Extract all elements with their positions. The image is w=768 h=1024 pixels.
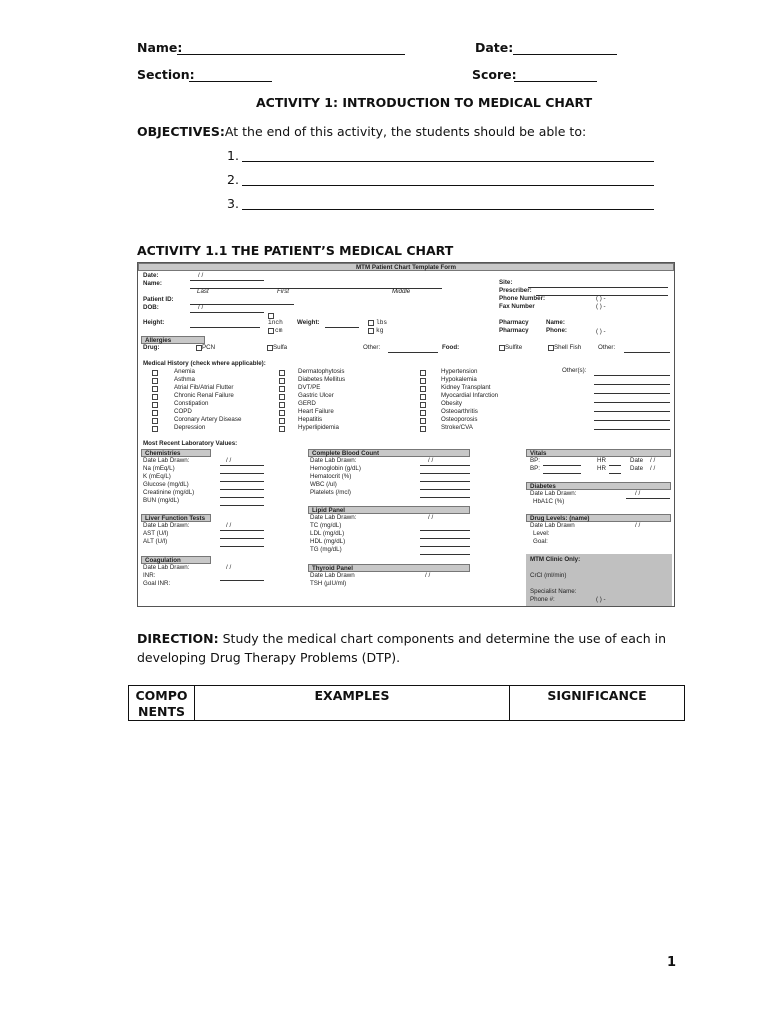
history-item: Hypertension bbox=[441, 368, 478, 375]
history-checkbox[interactable] bbox=[420, 378, 426, 384]
form-fax-number-label: Fax Number bbox=[499, 303, 535, 310]
form-dob-label: DOB: bbox=[143, 304, 159, 311]
form-patient-id-line[interactable] bbox=[190, 304, 294, 305]
vitals-hr-line-2[interactable] bbox=[609, 473, 621, 474]
name-blank[interactable] bbox=[177, 54, 405, 55]
others-line-3[interactable] bbox=[594, 393, 670, 394]
cbc-slashes: / / bbox=[428, 457, 434, 464]
form-date-line[interactable] bbox=[190, 280, 264, 281]
cm-checkbox[interactable] bbox=[268, 328, 274, 334]
history-checkbox[interactable] bbox=[152, 410, 158, 416]
history-checkbox[interactable] bbox=[420, 402, 426, 408]
history-item: Asthma bbox=[174, 376, 195, 383]
others-line-7[interactable] bbox=[594, 429, 670, 430]
cbc-row-4: Platelets (/mcl) bbox=[310, 489, 351, 496]
cbc-row-3: WBC (/ul) bbox=[310, 481, 337, 488]
others-line-4[interactable] bbox=[594, 402, 670, 403]
form-other-label: Other: bbox=[363, 344, 381, 351]
activity-heading: ACTIVITY 1.1 THE PATIENT’S MEDICAL CHART bbox=[137, 243, 454, 258]
history-item: Stroke/CVA bbox=[441, 424, 473, 431]
diabetes-row-0: Date Lab Drawn: bbox=[530, 490, 577, 497]
form-height-line[interactable] bbox=[190, 327, 260, 328]
others-label: Other(s): bbox=[562, 367, 587, 374]
vitals-bp-line-2[interactable] bbox=[543, 473, 581, 474]
vitals-hr-1: HR bbox=[597, 457, 606, 464]
form-pharmacy-paren: ( ) - bbox=[596, 328, 606, 335]
form-first-caption: First bbox=[277, 288, 290, 295]
chem-row-5: BUN (mg/dL) bbox=[143, 497, 180, 504]
mtm-crcl: CrCl (ml/min) bbox=[530, 572, 567, 579]
history-item: Anemia bbox=[174, 368, 195, 375]
lipid-row-4: TG (mg/dL) bbox=[310, 546, 342, 553]
history-checkbox[interactable] bbox=[279, 386, 285, 392]
drug-levels-header: Drug Levels: (name) bbox=[526, 514, 671, 522]
form-title: MTM Patient Chart Template Form bbox=[138, 263, 674, 271]
objectives-label: OBJECTIVES: bbox=[137, 124, 225, 139]
chem-row-3: Glucose (mg/dL) bbox=[143, 481, 189, 488]
mtm-phone: Phone #: bbox=[530, 596, 555, 603]
history-checkbox[interactable] bbox=[420, 370, 426, 376]
chem-line-2[interactable] bbox=[220, 481, 264, 482]
objective-blank-1[interactable] bbox=[242, 161, 654, 162]
vitals-hr-line-1[interactable] bbox=[609, 465, 621, 466]
lipid-line-0[interactable] bbox=[420, 530, 470, 531]
form-date-label: Date: bbox=[143, 272, 159, 279]
lft-line-0[interactable] bbox=[220, 530, 264, 531]
history-item: Atrial Fib/Atrial Flutter bbox=[174, 384, 234, 391]
date-label: Date: bbox=[475, 40, 514, 55]
history-item: Kidney Transplant bbox=[441, 384, 491, 391]
history-checkbox[interactable] bbox=[279, 410, 285, 416]
form-other2-line[interactable] bbox=[624, 352, 670, 353]
objective-blank-2[interactable] bbox=[242, 185, 654, 186]
form-pharmacy2-label: Pharmacy bbox=[499, 327, 529, 334]
chem-slashes: / / bbox=[226, 457, 232, 464]
direction-line-1 bbox=[137, 631, 666, 646]
history-item: Chronic Renal Failure bbox=[174, 392, 234, 399]
form-prescriber-label: Prescriber: bbox=[499, 287, 532, 294]
history-checkbox[interactable] bbox=[152, 426, 158, 432]
mtm-header: MTM Clinic Only: bbox=[530, 556, 581, 563]
form-pharmacy-label: Pharmacy bbox=[499, 319, 529, 326]
history-item: COPD bbox=[174, 408, 192, 415]
page-number: 1 bbox=[667, 955, 677, 970]
history-checkbox[interactable] bbox=[420, 394, 426, 400]
history-item: Depression bbox=[174, 424, 206, 431]
form-site-line[interactable] bbox=[528, 287, 668, 288]
chem-row-1: Na (mEq/L) bbox=[143, 465, 175, 472]
chemistries-header: Chemistries bbox=[141, 449, 211, 457]
history-checkbox[interactable] bbox=[420, 418, 426, 424]
thyroid-header: Thyroid Panel bbox=[308, 564, 470, 572]
lab-values-label: Most Recent Laboratory Values: bbox=[143, 440, 238, 447]
history-checkbox[interactable] bbox=[279, 378, 285, 384]
lbs-checkbox[interactable] bbox=[368, 320, 374, 326]
form-kg-label: kg bbox=[376, 327, 384, 334]
form-dob-slashes: / / bbox=[198, 304, 204, 311]
examples-header: EXAMPLES bbox=[195, 686, 510, 721]
allergies-header: Allergies bbox=[141, 336, 205, 344]
significance-header: SIGNIFICANCE bbox=[510, 686, 685, 721]
objective-blank-3[interactable] bbox=[242, 209, 654, 210]
form-pcn-label: PCN bbox=[202, 344, 216, 351]
coag-slashes: / / bbox=[226, 564, 232, 571]
history-item: Osteoporosis bbox=[441, 416, 478, 423]
history-item: Osteoarthritis bbox=[441, 408, 478, 415]
history-item: Diabetes Mellitus bbox=[298, 376, 346, 383]
diabetes-header: Diabetes bbox=[526, 482, 671, 490]
lipid-row-2: LDL (mg/dL) bbox=[310, 530, 345, 537]
components-header-line-1: COMPO bbox=[135, 688, 188, 703]
history-checkbox[interactable] bbox=[279, 426, 285, 432]
direction-line-2: developing Drug Therapy Problems (DTP). bbox=[137, 650, 401, 665]
objectives-line bbox=[137, 124, 586, 139]
form-other2-label: Other: bbox=[598, 344, 616, 351]
form-phone-paren: ( ) - bbox=[596, 295, 606, 302]
form-weight-label: Weight: bbox=[297, 319, 320, 326]
form-sulfa-label: Sulfa bbox=[273, 344, 288, 351]
diabetes-line[interactable] bbox=[626, 498, 670, 499]
objective-number-3: 3. bbox=[227, 196, 239, 211]
activity-title: ACTIVITY 1: INTRODUCTION TO MEDICAL CHART bbox=[256, 95, 593, 110]
objective-number-2: 2. bbox=[227, 172, 239, 187]
history-checkbox[interactable] bbox=[152, 418, 158, 424]
form-height-label: Height: bbox=[143, 319, 165, 326]
vitals-bp-2: BP: bbox=[530, 465, 540, 472]
vitals-slashes-2: / / bbox=[650, 465, 656, 472]
objectives-text: At the end of this activity, the students should be able to: bbox=[224, 124, 587, 139]
vitals-header: Vitals bbox=[526, 449, 671, 457]
coag-row-0: Date Lab Drawn: bbox=[143, 564, 190, 571]
vitals-date-2: Date bbox=[630, 465, 644, 472]
score-blank[interactable] bbox=[514, 81, 597, 82]
mtm-paren: ( ) - bbox=[596, 596, 606, 603]
kg-checkbox[interactable] bbox=[368, 328, 374, 334]
chem-line-3[interactable] bbox=[220, 489, 264, 490]
lipid-row-0: Date Lab Drawn: bbox=[310, 514, 357, 521]
coag-line-0[interactable] bbox=[220, 580, 264, 581]
others-line-6[interactable] bbox=[594, 420, 670, 421]
history-checkbox[interactable] bbox=[420, 426, 426, 432]
chem-line-5[interactable] bbox=[220, 505, 264, 506]
chem-line-0[interactable] bbox=[220, 465, 264, 466]
history-checkbox[interactable] bbox=[279, 402, 285, 408]
lipid-slashes: / / bbox=[428, 514, 434, 521]
coag-header: Coagulation bbox=[141, 556, 211, 564]
patient-chart-form bbox=[137, 262, 675, 607]
form-date-slashes: / / bbox=[198, 272, 204, 279]
history-checkbox[interactable] bbox=[152, 402, 158, 408]
form-inch-label: inch bbox=[268, 319, 283, 326]
score-label: Score: bbox=[472, 67, 517, 82]
history-checkbox[interactable] bbox=[152, 386, 158, 392]
history-checkbox[interactable] bbox=[152, 394, 158, 400]
history-item: Myocardial Infarction bbox=[441, 392, 499, 399]
chem-row-4: Creatinine (mg/dL) bbox=[143, 489, 195, 496]
drug-levels-row-0: Date Lab Drawn bbox=[530, 522, 575, 529]
lft-header: Liver Function Tests bbox=[141, 514, 211, 522]
table-header-row bbox=[129, 686, 685, 721]
form-cm-label: cm bbox=[275, 327, 283, 334]
lft-row-1: AST (U/l) bbox=[143, 530, 169, 537]
lft-row-0: Date Lab Drawn: bbox=[143, 522, 190, 529]
name-label: Name: bbox=[137, 40, 183, 55]
history-checkbox[interactable] bbox=[152, 370, 158, 376]
form-prescriber-line[interactable] bbox=[536, 295, 668, 296]
cbc-row-2: Hematocrit (%) bbox=[310, 473, 352, 480]
vitals-hr-2: HR bbox=[597, 465, 606, 472]
history-item: Heart Failure bbox=[298, 408, 334, 415]
history-item: Hepatitis bbox=[298, 416, 323, 423]
form-food-label: Food: bbox=[442, 344, 460, 351]
vitals-date-1: Date bbox=[630, 457, 644, 464]
direction-label: DIRECTION: bbox=[137, 631, 219, 646]
history-item: Constipation bbox=[174, 400, 209, 407]
form-name-label: Name: bbox=[143, 280, 162, 287]
lipid-line-1[interactable] bbox=[420, 538, 470, 539]
history-item: Gastric Ulcer bbox=[298, 392, 334, 399]
history-item: Coronary Artery Disease bbox=[174, 416, 242, 423]
chem-line-4[interactable] bbox=[220, 497, 264, 498]
form-patient-id-label: Patient ID: bbox=[143, 296, 174, 303]
history-item: DVT/PE bbox=[298, 384, 321, 391]
others-line-2[interactable] bbox=[594, 384, 670, 385]
coag-row-1: INR: bbox=[143, 572, 156, 579]
history-item: Dermatophytosis bbox=[298, 368, 345, 375]
cbc-line-4[interactable] bbox=[420, 497, 470, 498]
form-site-label: Site: bbox=[499, 279, 513, 286]
lft-line-1[interactable] bbox=[220, 538, 264, 539]
section-label: Section: bbox=[137, 67, 195, 82]
direction-text-1: Study the medical chart components and determine the use of each in bbox=[218, 631, 667, 646]
lipid-line-3[interactable] bbox=[420, 554, 470, 555]
form-sulfite-label: Sulfite bbox=[505, 344, 523, 351]
lipid-row-3: HDL (mg/dL) bbox=[310, 538, 346, 545]
lipid-header: Lipid Panel bbox=[308, 506, 470, 514]
form-dob-line[interactable] bbox=[190, 312, 264, 313]
form-fax-paren: ( ) - bbox=[596, 303, 606, 310]
form-pharmacy-name-label: Name: bbox=[546, 319, 565, 326]
history-checkbox[interactable] bbox=[279, 418, 285, 424]
form-last-caption: Last bbox=[197, 288, 209, 295]
cbc-row-0: Date Lab Drawn: bbox=[310, 457, 357, 464]
history-item: Hypokalemia bbox=[441, 376, 477, 383]
others-line-1[interactable] bbox=[594, 375, 670, 376]
thyroid-row-0: Date Lab Drawn bbox=[310, 572, 355, 579]
form-middle-caption: Middle bbox=[392, 288, 411, 295]
vitals-bp-1: BP: bbox=[530, 457, 540, 464]
form-shellfish-label: Shell Fish bbox=[554, 344, 582, 351]
med-history-label: Medical History (check where applicable): bbox=[143, 360, 266, 367]
history-checkbox[interactable] bbox=[279, 370, 285, 376]
components-table bbox=[128, 685, 685, 721]
coag-row-2: Goal INR: bbox=[143, 580, 171, 587]
diabetes-slashes: / / bbox=[635, 490, 641, 497]
form-phone-number-label: Phone Number: bbox=[499, 295, 546, 302]
drug-levels-row-1: Level: bbox=[533, 530, 550, 537]
cbc-line-1[interactable] bbox=[420, 473, 470, 474]
lft-line-2[interactable] bbox=[220, 546, 264, 547]
form-lbs-label: lbs bbox=[376, 319, 388, 326]
form-weight-line[interactable] bbox=[325, 327, 359, 328]
components-header bbox=[129, 686, 195, 721]
cbc-line-3[interactable] bbox=[420, 489, 470, 490]
cbc-header: Complete Blood Count bbox=[308, 449, 470, 457]
history-checkbox[interactable] bbox=[279, 394, 285, 400]
thyroid-slashes: / / bbox=[425, 572, 431, 579]
history-item: Obesity bbox=[441, 400, 462, 407]
date-blank[interactable] bbox=[513, 54, 617, 55]
vitals-bp-line-1[interactable] bbox=[543, 465, 581, 466]
mtm-specialist: Specialist Name: bbox=[530, 588, 577, 595]
history-checkbox[interactable] bbox=[152, 378, 158, 384]
history-checkbox[interactable] bbox=[420, 386, 426, 392]
drug-levels-slashes: / / bbox=[635, 522, 641, 529]
lft-row-2: ALT (U/l) bbox=[143, 538, 168, 545]
history-item: GERD bbox=[298, 400, 316, 407]
others-line-5[interactable] bbox=[594, 411, 670, 412]
lipid-line-2[interactable] bbox=[420, 546, 470, 547]
diabetes-row-1: HbA1C (%) bbox=[533, 498, 565, 505]
lipid-row-1: TC (mg/dL) bbox=[310, 522, 342, 529]
thyroid-row-1: TSH (µIU/ml) bbox=[310, 580, 347, 587]
cbc-line-2[interactable] bbox=[420, 481, 470, 482]
form-drug-label: Drug: bbox=[143, 344, 160, 351]
history-item: Hyperlipidemia bbox=[298, 424, 339, 431]
chem-row-2: K (mEq/L) bbox=[143, 473, 171, 480]
form-other-line[interactable] bbox=[388, 352, 438, 353]
form-pharmacy-phone-label: Phone: bbox=[546, 327, 567, 334]
lft-slashes: / / bbox=[226, 522, 232, 529]
cbc-line-0[interactable] bbox=[420, 465, 470, 466]
objective-number-1: 1. bbox=[227, 148, 239, 163]
drug-levels-row-2: Goal: bbox=[533, 538, 548, 545]
cbc-row-1: Hemoglobin (g/dL) bbox=[310, 465, 361, 472]
vitals-slashes-1: / / bbox=[650, 457, 656, 464]
section-blank[interactable] bbox=[189, 81, 272, 82]
history-checkbox[interactable] bbox=[420, 410, 426, 416]
components-header-line-2: NENTS bbox=[138, 704, 185, 719]
chem-line-1[interactable] bbox=[220, 473, 264, 474]
chem-row-0: Date Lab Drawn: bbox=[143, 457, 190, 464]
